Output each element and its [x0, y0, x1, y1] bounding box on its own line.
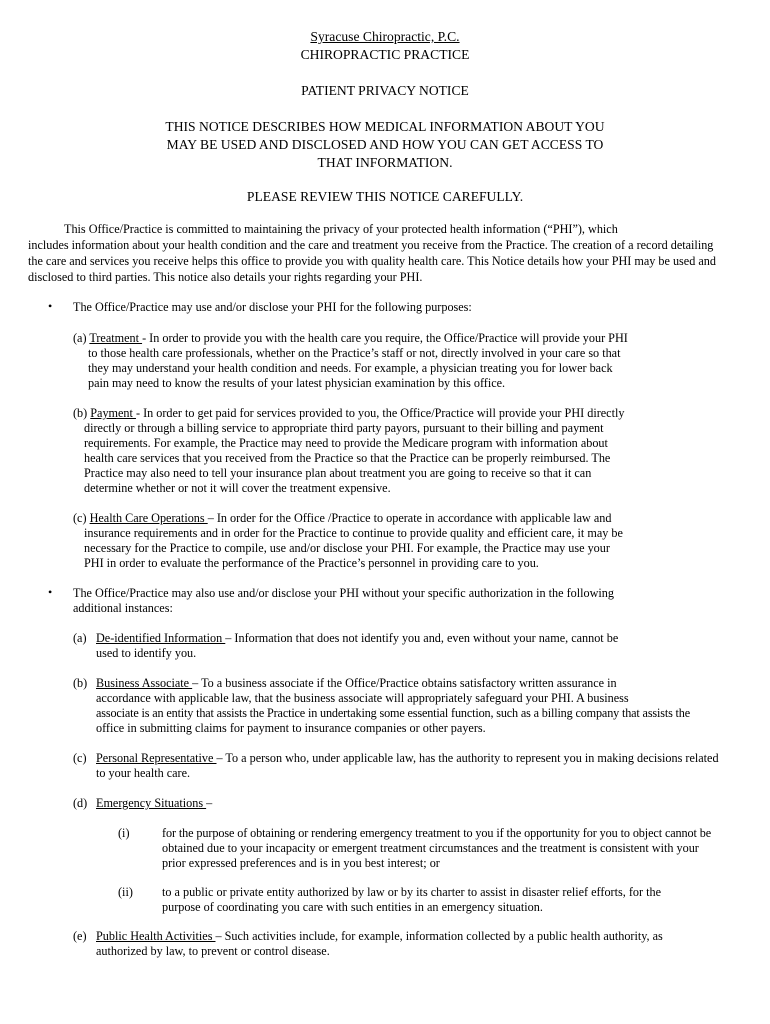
deidentified-label: (a) — [73, 631, 87, 645]
intro-line-4: disclosed to third parties. This notice also details your rights regarding your PHI. — [28, 270, 423, 284]
payment-line-3: requirements. For example, the Practice may need to provide the Medicare program with information about — [84, 436, 608, 450]
emergency-i-label: (i) — [118, 826, 130, 840]
deidentified-text: – Information that does not identify you and, even without your name, cannot be — [225, 631, 619, 645]
treatment-line-4: pain may need to know the results of your latest physician examination by this office. — [88, 376, 506, 390]
payment-text: - In order to get paid for services provided to you, the Office/Practice will provide your PHI directly — [135, 406, 625, 420]
operations-line-2: insurance requirements and in order for the Practice to continue to provide quality and efficient care, it may be — [84, 526, 623, 540]
bullet-2-line-1: The Office/Practice may also use and/or disclose your PHI without your specific authorization in the following — [73, 586, 614, 600]
personal-representative-text: – To a person who, under applicable law, has the authority to represent you in making decisions related — [216, 751, 719, 765]
emergency-term: Emergency Situations — [96, 796, 207, 810]
describes-line-3: THAT INFORMATION. — [317, 155, 453, 170]
treatment-term: Treatment — [89, 331, 143, 345]
review-notice: PLEASE REVIEW THIS NOTICE CAREFULLY. — [246, 189, 524, 204]
business-associate-line-2: accordance with applicable law, that the business associate will appropriately safeguard your PHI. A business — [96, 691, 629, 705]
describes-line-1: THIS NOTICE DESCRIBES HOW MEDICAL INFORMATION ABOUT YOU — [165, 119, 605, 134]
emergency-i-line-2: obtained due to your incapacity or emergent treatment circumstances and the treatment is consistent with your — [162, 841, 699, 855]
emergency-label: (d) — [73, 796, 88, 810]
deidentified-line-2: used to identify you. — [96, 646, 197, 660]
practice-type: CHIROPRACTIC PRACTICE — [300, 47, 470, 62]
practice-name-text: Syracuse Chiropractic, P.C. — [310, 29, 460, 44]
public-health-line-2: authorized by law, to prevent or control disease. — [96, 944, 330, 958]
payment-line-4: health care services that you received from the Practice so that the Practice can be properly reimbursed. The — [84, 451, 611, 465]
deidentified-line-1 — [96, 631, 618, 647]
payment-prefix: (b) — [73, 406, 91, 420]
public-health-text: – Such activities include, for example, information collected by a public health authority, as — [215, 929, 663, 943]
bullet-2-line-2: additional instances: — [73, 601, 173, 615]
treatment-prefix: (a) — [73, 331, 90, 345]
payment-line-2: directly or through a billing service to appropriate third party payors, pursuant to their billing and payment — [84, 421, 604, 435]
emergency-ii-line-1: to a public or private entity authorized by law or by its charter to assist in disaster relief efforts, for the — [162, 885, 661, 899]
describes-line-2: MAY BE USED AND DISCLOSED AND HOW YOU CAN GET ACCESS TO — [166, 137, 604, 152]
bullet-1-marker: • — [48, 299, 53, 313]
business-associate-line-4: office in submitting claims for payment to insurance companies or other payers. — [96, 721, 486, 735]
operations-prefix: (c) — [73, 511, 90, 525]
bullet-2-marker: • — [48, 585, 53, 599]
personal-representative-label: (c) — [73, 751, 87, 765]
emergency-text: – — [206, 796, 213, 810]
practice-name — [0, 28, 770, 45]
operations-line-3: necessary for the Practice to compile, use and/or disclose your PHI. For example, the Practice may use your — [84, 541, 610, 555]
deidentified-term: De-identified Information — [96, 631, 226, 645]
intro-line-1: This Office/Practice is committed to maintaining the privacy of your protected health information (“PHI”), which — [64, 222, 618, 236]
intro-line-3: the care and services you receive helps this office to provide you with quality health care. This Notice details how your PHI may be used and — [28, 254, 716, 268]
personal-representative-line-1 — [96, 751, 719, 767]
business-associate-text: – To a business associate if the Office/Practice obtains satisfactory written assurance in — [192, 676, 617, 690]
business-associate-line-1 — [96, 676, 617, 692]
operations-line-1 — [73, 511, 612, 527]
emergency-line-1 — [96, 796, 212, 812]
emergency-ii-line-2: purpose of coordinating you care with such entities in an emergency situation. — [162, 900, 543, 914]
operations-term: Health Care Operations — [89, 511, 208, 525]
emergency-i-line-1: for the purpose of obtaining or rendering emergency treatment to you if the opportunity for you to object cannot be — [162, 826, 712, 840]
treatment-line-3: they may understand your health condition and needs. For example, a physician treating you for lower back — [88, 361, 613, 375]
payment-term: Payment — [90, 406, 136, 420]
operations-text: – In order for the Office /Practice to operate in accordance with applicable law and — [207, 511, 612, 525]
emergency-ii-label: (ii) — [118, 885, 133, 899]
personal-representative-line-2: to your health care. — [96, 766, 191, 780]
operations-line-4: PHI in order to evaluate the performance of the Practice’s personnel in providing care to you. — [84, 556, 539, 570]
payment-line-6: determine whether or not it will cover the treatment expensive. — [84, 481, 391, 495]
payment-line-5: Practice may also need to tell your insurance plan about treatment you are going to receive so that it can — [84, 466, 592, 480]
treatment-line-1 — [73, 331, 628, 347]
intro-line-2: includes information about your health condition and the care and treatment you receive from the Practice. The creation of a record detailing — [28, 238, 714, 252]
treatment-line-2: to those health care professionals, whether on the Practice’s staff or not, directly involved in your care so that — [88, 346, 621, 360]
business-associate-term: Business Associate — [96, 676, 193, 690]
notice-title: PATIENT PRIVACY NOTICE — [301, 83, 469, 98]
business-associate-label: (b) — [73, 676, 88, 690]
public-health-line-1 — [96, 929, 663, 945]
personal-representative-term: Personal Representative — [96, 751, 217, 765]
public-health-term: Public Health Activities — [96, 929, 216, 943]
public-health-label: (e) — [73, 929, 87, 943]
payment-line-1 — [73, 406, 624, 422]
business-associate-line-3: associate is an entity that assists the Practice in undertaking some essential function, such as a billing company that assists the — [96, 706, 690, 720]
emergency-i-line-3: prior expressed preferences and is in you best interest; or — [162, 856, 440, 870]
treatment-text: - In order to provide you with the health care you require, the Office/Practice will provide your PHI — [142, 331, 628, 345]
bullet-1-text: The Office/Practice may use and/or disclose your PHI for the following purposes: — [73, 300, 472, 314]
